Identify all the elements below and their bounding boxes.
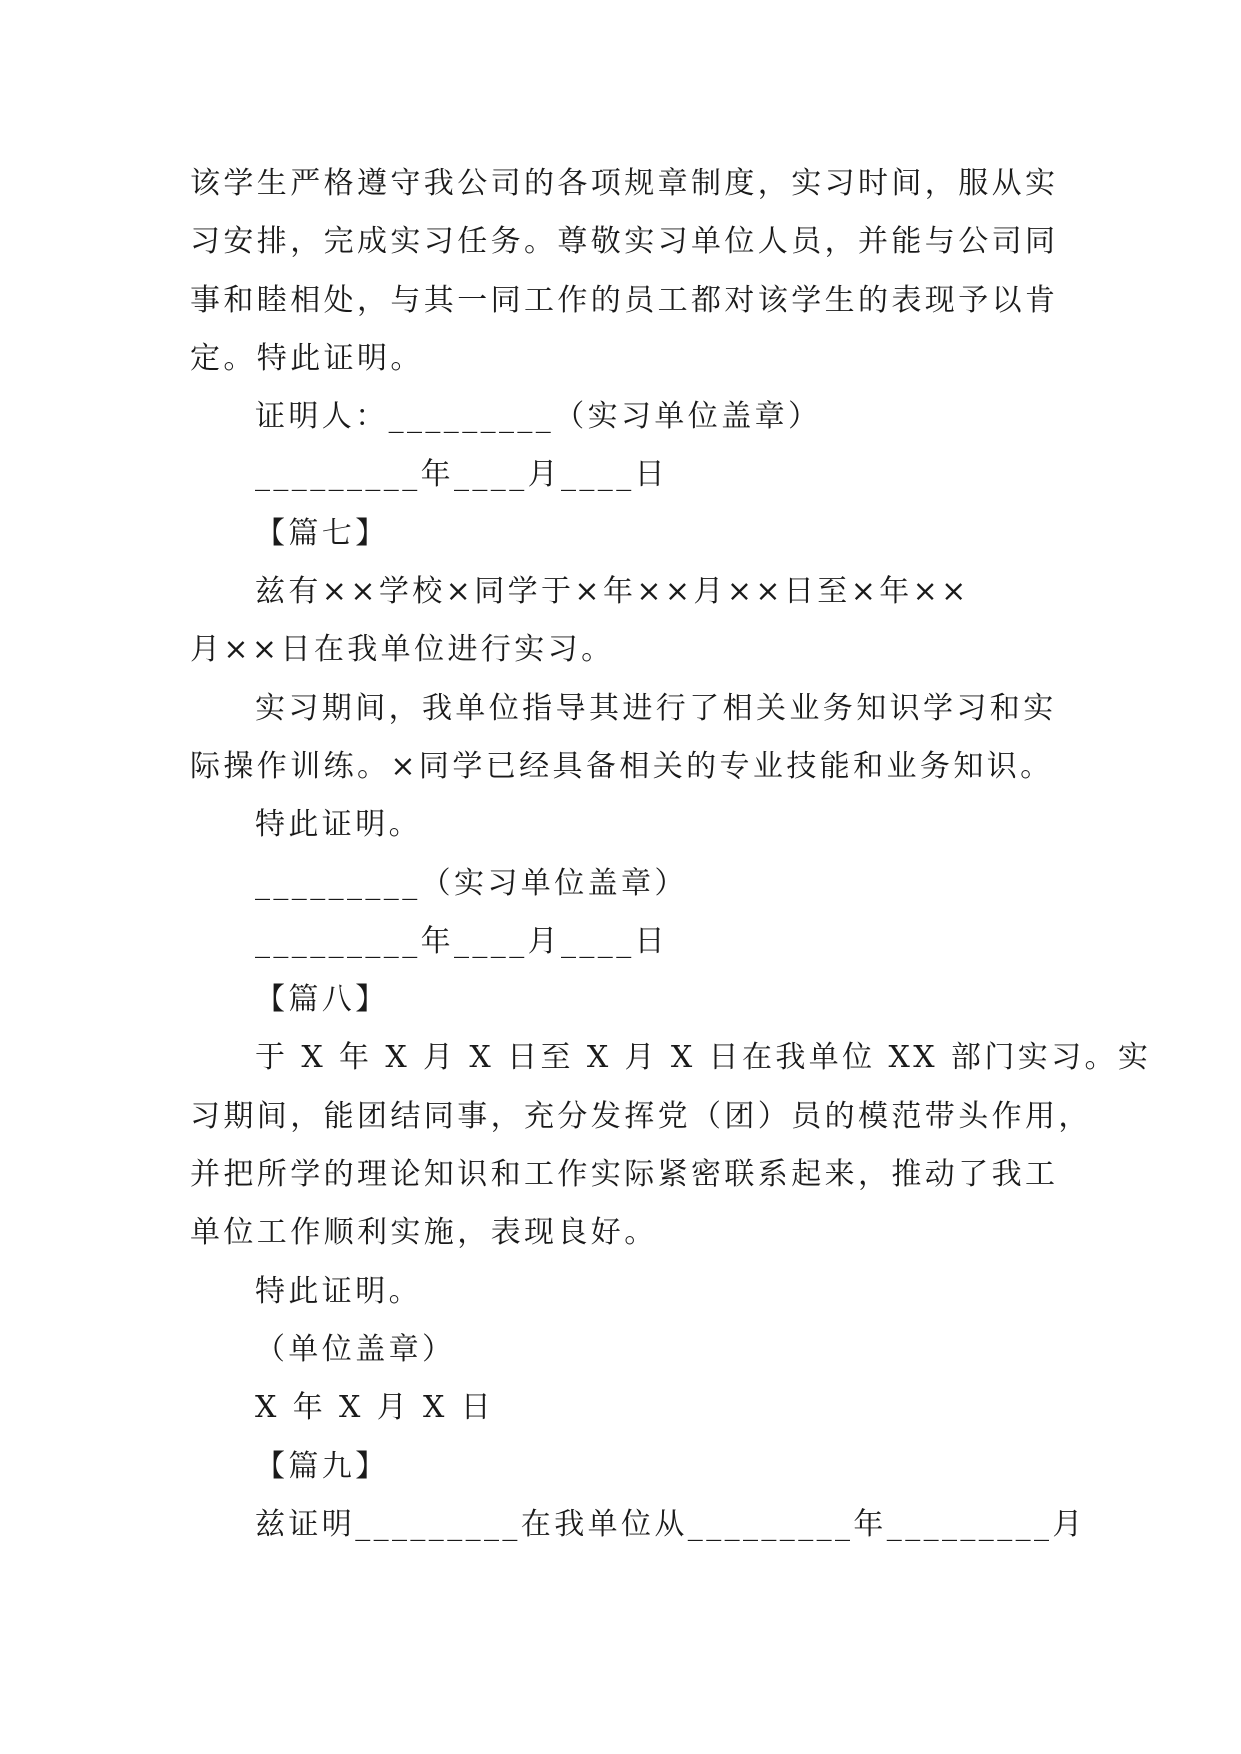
text-line: 特此证明。 bbox=[255, 807, 422, 843]
text-line: （单位盖章） bbox=[255, 1331, 456, 1367]
text-line: X 年 X 月 X 日 bbox=[255, 1390, 495, 1426]
text-line: 证明人：_________（实习单位盖章） bbox=[255, 399, 822, 435]
text-line: 实习期间，我单位指导其进行了相关业务知识学习和实 bbox=[255, 690, 1057, 726]
text-line: 习期间，能团结同事，充分发挥党（团）员的模范带头作用， bbox=[190, 1098, 1092, 1134]
text-line: 并把所学的理论知识和工作实际紧密联系起来，推动了我工 bbox=[190, 1157, 1059, 1193]
text-line: 【篇九】 bbox=[255, 1448, 389, 1484]
text-line: 事和睦相处，与其一同工作的员工都对该学生的表现予以肯 bbox=[190, 282, 1059, 318]
text-line: 兹有××学校×同学于×年××月××日至×年×× bbox=[255, 574, 970, 610]
text-line: 【篇七】 bbox=[255, 515, 389, 551]
text-line: 月××日在我单位进行实习。 bbox=[190, 632, 615, 668]
text-line: 该学生严格遵守我公司的各项规章制度，实习时间，服从实 bbox=[190, 166, 1059, 201]
text-line: 习安排，完成实习任务。尊敬实习单位人员，并能与公司同 bbox=[190, 224, 1059, 260]
text-line: _________（实习单位盖章） bbox=[255, 865, 688, 901]
text-line: 兹证明_________在我单位从_________年_________月 bbox=[255, 1506, 1086, 1542]
text-line: 【篇八】 bbox=[255, 982, 389, 1018]
text-line: 单位工作顺利实施，表现良好。 bbox=[190, 1215, 658, 1251]
text-line: 特此证明。 bbox=[255, 1273, 422, 1309]
text-line: 定。特此证明。 bbox=[190, 340, 424, 376]
text-line: 于 X 年 X 月 X 日至 X 月 X 日在我单位 XX 部门实习。实 bbox=[255, 1040, 1152, 1076]
text-line: _________年____月____日 bbox=[255, 457, 668, 493]
text-line: _________年____月____日 bbox=[255, 923, 668, 959]
document-body bbox=[190, 155, 1152, 1554]
text-line: 际操作训练。×同学已经具备相关的专业技能和业务知识。 bbox=[190, 748, 1054, 784]
